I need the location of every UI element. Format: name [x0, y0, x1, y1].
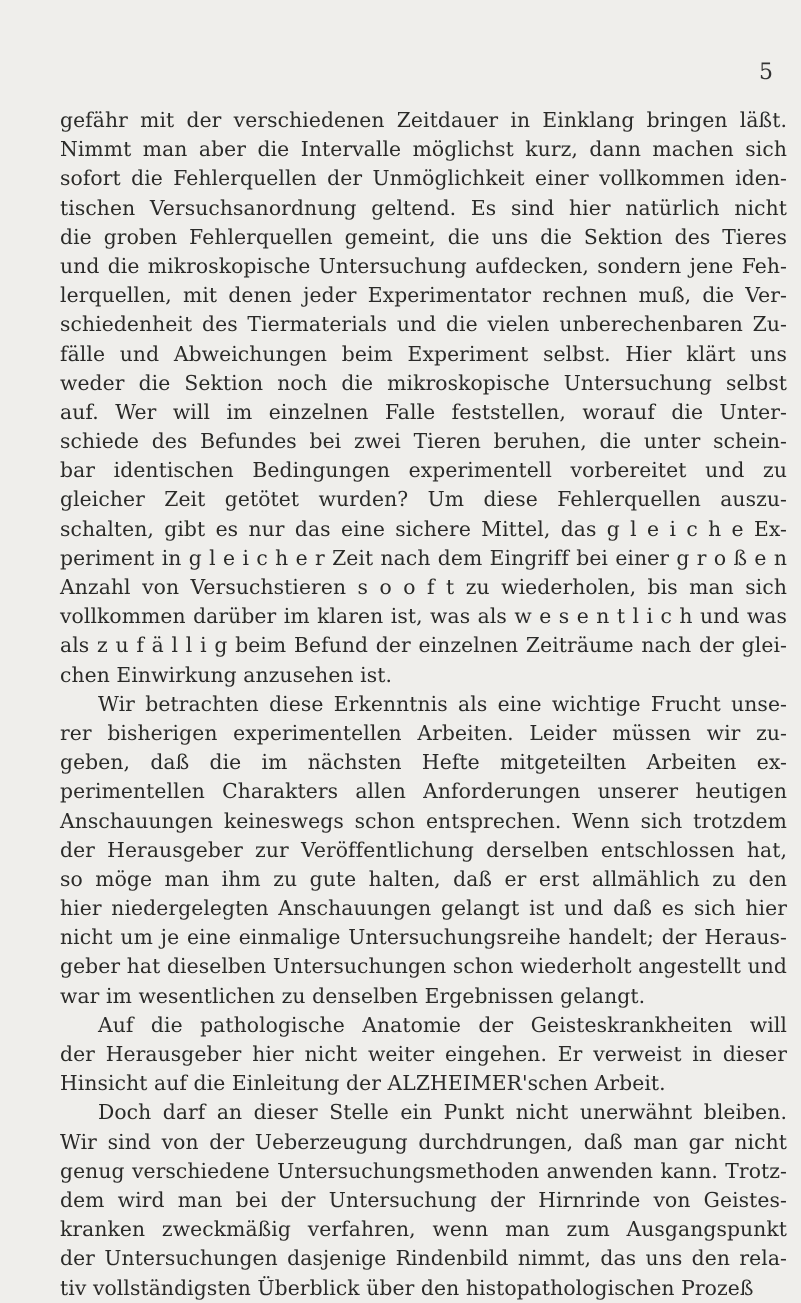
text-line: Anschauungen keineswegs schon entsprechen. Wenn sich trotzdem — [60, 808, 787, 833]
text-line: schiede des Befundes bei zwei Tieren beruhen, die unter schein- — [60, 429, 787, 454]
text-line: lerquellen, mit denen jeder Experimentator rechnen muß, die Ver- — [60, 283, 787, 308]
text-line: schalten, gibt es nur das eine sichere Mittel, das g l e i c h e Ex- — [60, 516, 787, 541]
text-line: geben, daß die im nächsten Hefte mitgeteilten Arbeiten ex- — [60, 750, 787, 775]
text-line: Wir betrachten diese Erkenntnis als eine wichtige Frucht unse- — [98, 691, 787, 716]
text-line: tischen Versuchsanordnung geltend. Es sind hier natürlich nicht — [60, 195, 787, 220]
text-line: genug verschiedene Untersuchungsmethoden anwenden kann. Trotz- — [60, 1158, 787, 1183]
text-line: hier niedergelegten Anschauungen gelangt ist und daß es sich hier — [60, 896, 787, 921]
text-line: Wir sind von der Ueberzeugung durchdrungen, daß man gar nicht — [60, 1129, 787, 1154]
text-line: der Untersuchungen dasjenige Rindenbild nimmt, das uns den rela- — [60, 1246, 787, 1271]
text-line: weder die Sektion noch die mikroskopische Untersuchung selbst — [60, 370, 787, 395]
text-line: der Herausgeber hier nicht weiter eingehen. Er verweist in dieser — [60, 1042, 787, 1066]
text-line: sofort die Fehlerquellen der Unmöglichkeit einer vollkommen iden- — [60, 166, 787, 191]
text-line: so möge man ihm zu gute halten, daß er erst allmählich zu den — [60, 866, 787, 891]
text-line: Anzahl von Versuchstieren s o o f t zu wiederholen, bis man sich — [60, 575, 787, 599]
text-line: Auf die pathologische Anatomie der Geisteskrankheiten will — [98, 1012, 787, 1037]
text-line: perimentellen Charakters allen Anforderungen unserer heutigen — [60, 779, 787, 804]
text-line: bar identischen Bedingungen experimentell vorbereitet und zu — [60, 458, 787, 483]
text-line: gefähr mit der verschiedenen Zeitdauer in Einklang bringen läßt. — [60, 108, 787, 132]
text-line: periment in g l e i c h e r Zeit nach dem Eingriff bei einer g r o ß e n — [60, 545, 787, 570]
text-line: dem wird man bei der Untersuchung der Hirnrinde von Geistes- — [60, 1187, 787, 1212]
body-text — [60, 106, 787, 1303]
text-line: auf. Wer will im einzelnen Falle feststellen, worauf die Unter- — [60, 399, 787, 424]
text-line: chen Einwirkung anzusehen ist. — [60, 662, 393, 687]
text-line: kranken zweckmäßig verfahren, wenn man zum Ausgangspunkt — [60, 1217, 787, 1242]
text-line: schiedenheit des Tiermaterials und die vielen unberechenbaren Zu- — [60, 312, 787, 337]
text-line: Nimmt man aber die Intervalle möglichst kurz, dann machen sich — [60, 137, 787, 162]
text-line: nicht um je eine einmalige Untersuchungsreihe handelt; der Heraus- — [60, 925, 787, 950]
text-line: Doch darf an dieser Stelle ein Punkt nicht unerwähnt bleiben. — [98, 1100, 787, 1125]
text-line: geber hat dieselben Untersuchungen schon wiederholt angestellt und — [60, 954, 787, 979]
text-line: die groben Fehlerquellen gemeint, die uns die Sektion des Tieres — [60, 224, 787, 249]
text-line: Hinsicht auf die Einleitung der ALZHEIMER'schen Arbeit. — [60, 1071, 666, 1096]
text-line: vollkommen darüber im klaren ist, was als w e s e n t l i c h und was — [60, 604, 787, 629]
text-line: gleicher Zeit getötet wurden? Um diese Fehlerquellen auszu- — [60, 487, 787, 512]
text-line: war im wesentlichen zu denselben Ergebnissen gelangt. — [60, 983, 646, 1008]
text-line: und die mikroskopische Untersuchung aufdecken, sondern jene Feh- — [60, 253, 787, 278]
text-line: fälle und Abweichungen beim Experiment selbst. Hier klärt uns — [60, 341, 787, 366]
text-line: tiv vollständigsten Überblick über den histopathologischen Prozeß — [60, 1275, 754, 1300]
page-number: 5 — [759, 60, 773, 85]
text-line: der Herausgeber zur Veröffentlichung derselben entschlossen hat, — [60, 837, 787, 862]
text-line: rer bisherigen experimentellen Arbeiten. Leider müssen wir zu- — [60, 720, 787, 745]
text-line: als z u f ä l l i g beim Befund der einzelnen Zeiträume nach der glei- — [60, 633, 787, 658]
